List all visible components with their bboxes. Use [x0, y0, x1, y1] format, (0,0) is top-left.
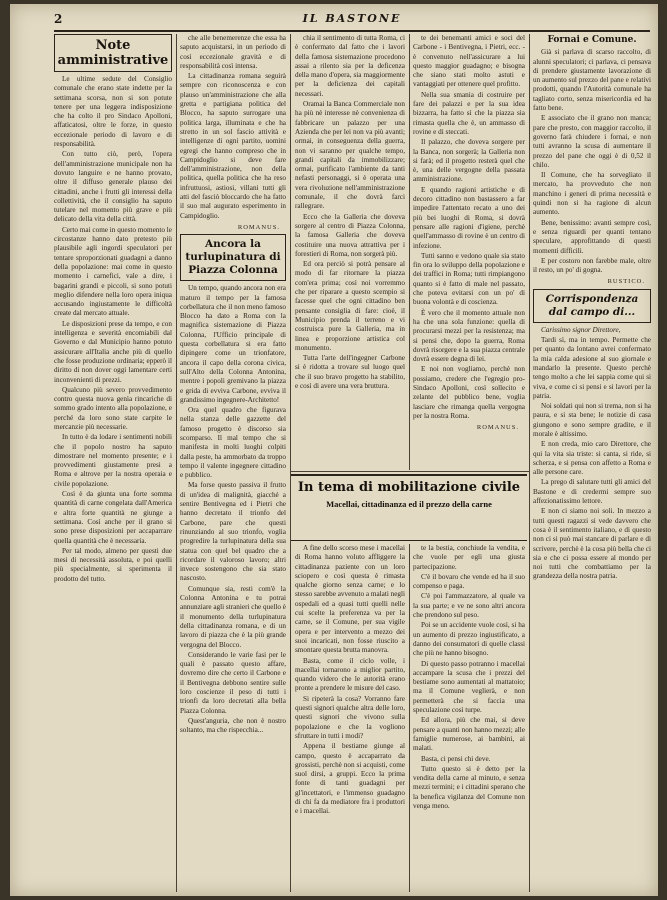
paragraph: Già si parlava di scarso raccolto, di alunni speculatori; ci parlava, ci pensava di prendere giustamente lavorazione di un aumento sul prezzo del pane e relativi prodotti, quando l'Autorità comunale ha tagliato corto, senza misericordia ed ha fatto bene.: [533, 48, 651, 113]
column-2: [180, 34, 286, 892]
paragraph: Appena il bestiame giunge al campo, questo è accaparrato da grossisti, perchè non si acquisti, come suol dirsi, a gruppi. Ecco la prima fonte di tanti guadagni per gl'incettatori, e l'immenso guadagno di chi fa da mediatore fra i produttori e i macellai.: [295, 742, 405, 816]
paragraph: Si ripeterà la cosa? Vorranno fare questi signori qualche altra delle loro, questi signori che vivono sulla popolazione e che la vogliono sfruttare in tutti i modi?: [295, 694, 405, 740]
paragraph: Con tutto ciò, però, l'opera dell'amministrazione municipale non ha dovuto languire e ne hanno provato, oltre il diffuso generale plauso dei cittadini, anche i frutti gli interessi della collettività, che il consiglio ha saputo tutelare nel momento più grave e più delicato della vita della città.: [54, 150, 172, 224]
paragraph: E associato che il grano non manca; pare che presto, con maggior raccolto, il governo farà chiudere i fornai, e non tutti avranno la scusa di aumentare il prezzo del pane che oggi è di 0,52 il chilo.: [533, 114, 651, 169]
paragraph: Così è da giunta una forte somma quantità di carne congelata dall'America e altra forte quantità ne giunge a settimana. Così anche per il grano si sono prese disposizioni per accaparrare quella quantità che è necessaria.: [54, 490, 172, 545]
column-rule: [290, 34, 291, 892]
paragraph: E non ci siamo noi soli. In mezzo a tutti questi ragazzi si vede davvero che cosa è il sentimento italiano, e di questo non ci si può mai stancare di parlare e di scrivere, perchè è la cosa più bella che ci sia e che ci possa essere al mondo per noi tutti che combattiamo per la grandezza della nostra patria.: [533, 507, 651, 581]
salutation: Carissimo signor Direttore,: [541, 325, 621, 334]
paragraph: Quest'anguria, che non è nostro soltanto, ma che rispecchia...: [180, 716, 286, 735]
paragraph: Il Comune, che ha sorvegliato il mercato, ha provveduto che non manchino i generi di prima necessità e quindi non si ha ragione di alcun aumento.: [533, 171, 651, 217]
paragraph: Ed ora perciò si potrà pensare al modo di far ritornare la piazza com'era prima; così noi vorremmo che per riparare a questo scempio si facesse quel che ogni cittadino ben pensante consiglia di fare: cioè, il Municipio prenda il terreno e vi costruisca pure la Galleria, ma in linea e proporzione artistica col monumento.: [295, 260, 405, 352]
paragraph: La prego di salutare tutti gli amici del Bastone e di credermi sempre suo affezionatissimo lettore.: [533, 478, 651, 506]
signature: ROMANUS.: [476, 424, 519, 432]
column-4: [413, 34, 525, 470]
signature: RUSTICO.: [607, 278, 645, 286]
paragraph: Le ultime sedute del Consiglio comunale che erano state indette per la settimana scorsa, non si son potute tenere per una leggera indisposizione che ha colto il pro Sindaco Apolloni, affaticatosi, oltre le forze, in questo eccezionale periodo di lavoro e di responsabilità.: [54, 75, 172, 149]
paragraph: Tardi sì, ma in tempo. Permette che per quanto da lontano avrei confermato la mia calda adesione al suo giornale e mandarlo la presente. Questo perchè tengo molto a che lei sappia come qui si viva, e come ci si pensi e si lavori per la patria.: [533, 336, 651, 400]
paragraph: chia il sentimento di tutta Roma, ci è confermato dal fatto che i lavori della famosa sistemazione procedono assai a rilento sia per la deficenza della mano d'opera, sia maggiormente per la deficienza dei capitali necessari.: [295, 34, 405, 98]
paragraph: Basta, ci pensi chi deve.: [421, 754, 491, 763]
paragraph: E per costoro non farebbe male, oltre il resto, un po' di gogna.: [533, 256, 651, 275]
column-rule: [176, 34, 177, 892]
paragraph: C'è il bovaro che vende ed ha il suo compenso e paga.: [413, 572, 525, 591]
paragraph: Tutta l'arte dell'ingegner Carbone si è ridotta a trovare sul luogo quel che il suo bravo progetto ha stabilito, e così di avere una vera bruttura.: [295, 354, 405, 390]
paragraph: Poi se un accidente vuole così, si ha un aumento di prezzo ingiustificato, a danno dei consumatori di quelle classi che più ne hanno bisogno.: [413, 621, 525, 658]
paragraph: Tutti sanno e vedono quale sia stato fin ora lo sviluppo della popolazione e dei traffici in Roma; tutti rimpiangono quanto si è fatto di male nel passato, che poteva evitarsi con un po' di buona volontà e di coscienza.: [413, 251, 525, 307]
paragraph: Ed allora, più che mai, si deve pensare a quanti non hanno mezzi; alle famiglie numerose, ai bambini, ai malati.: [413, 716, 525, 753]
paragraph: Qualcuno più severo provvedimento contro questa nuova genìa rincariche di sommo grado intento alla popolazione, e perché da loro sono state carpite le mercanzie più necessarie.: [54, 385, 172, 431]
column-rule: [529, 34, 530, 892]
signature: ROMANUS.: [237, 223, 280, 231]
column-mob-1: [295, 544, 405, 892]
paragraph: Comunque sia, resti com'è la Colonna Antonina e tu potrai annunziare agli stranieri che quello è il monumento della turlupinatura della cittadinanza romana, e di un lavoro di piazza che è la più grande vergogna del Blocco.: [180, 584, 286, 649]
banner-subtitle: Macellai, cittadinanza ed il prezzo della carne: [326, 499, 492, 509]
paragraph: te la bestia, conchiude la vendita, e che vuole per egli una giusta partecipazione.: [413, 544, 525, 571]
paragraph: In tutto è da lodare i sentimenti nobili che il popolo nostro ha saputo dimostrare nel momento presente; e i provvedimenti giustamente presi a Roma e altrove per la nostra operaia e civile popolazione.: [54, 433, 172, 488]
paragraph: C'è poi l'ammazzatore, al quale va la sua parte; e ve ne sono altri ancora che prendono sul peso.: [413, 592, 525, 620]
article-title-note-amministrative: Note amministrative: [54, 34, 172, 72]
paragraph: Le disposizioni prese da tempo, e con intelligenza e severità encomiabili dal Governo e dal Municipio hanno potuto assicurare all'Italia anche più di quello che fosse produzione ordinaria; epperò il diritto di non dover oggi lamentare certi inconvenienti di prezzi.: [54, 319, 172, 384]
page-number: 2: [54, 12, 63, 26]
article-title-fornai: Fornai e Comune.: [547, 35, 637, 45]
column-1: [54, 34, 172, 892]
paragraph: Il palazzo, che doveva sorgere per la Banca, non sorgerà; la Galleria non si farà; ed il progetto resterà quel che è, una delle vergogne della passata amministrazione.: [413, 138, 525, 184]
article-title-turlupinatura: Ancora la turlupinatura di Piazza Colonna: [180, 234, 286, 281]
article-title-corrispondenza: Corrispondenza dal campo di...: [533, 289, 651, 323]
paragraph: E noi non vogliamo, perchè non possiamo, credere che l'egregio pro-Sindaco Apolloni, così sollecito e zelante del pubblico bene, voglia lasciare che rimanga quella vergogna per la nostra Roma.: [413, 365, 525, 420]
paragraph: La cittadinanza romana seguirà sempre con riconoscenza e con plauso un'amministrazione che alla gretta e partigiana politica del Blocco, ha saputo surrogare una politica larga, illuminata e che ha stretto in un sol fascio attività e intelligenze di ogni partito, uomini egregi che hanno compreso che in Campidoglio si deve fare dell'amministrazione, non della politica, quella politica che ha reso infruttuosi, astiosi, villani tutti gli atti del fasciò bloccardo che ha fatto il suo mal augurato esperimento in Campidoglio.: [180, 72, 286, 220]
column-mob-2: [413, 544, 525, 892]
article-body-note-amministrative: [54, 75, 172, 584]
paragraph: A fine dello scorso mese i macellai di Roma hanno voluto affliggere la cittadinanza paziente con un loro sciopero e così questa è rimasta qualche giorno senza carne; e lo stesso sarebbe avvenuto a malati negli ospedali ed a quasi tutti quelli nelle cui scelte la preferenza va per la carne, se il Comune, per sua vigile opera e per intervento a mezzo dei suoi incaricati, non fosse riuscito a smontare questa brutta manovra.: [295, 544, 405, 655]
newspaper-page: [10, 4, 658, 896]
paragraph: Ora quel quadro che figurava nella stanza delle gazzette del famoso progetto è discorso sia scomparso. Il mal tempo che si manifesta in molti luoghi colpiti dalla peste, ha ammorbato da troppo tempo il valente ingegnere cittadino e pubblico.: [180, 406, 286, 480]
section-rule: [291, 471, 529, 472]
paragraph: Per tal modo, almeno per questi due mesi di necessità assoluta, e poi quelli più specialmente, si sperimenta il prodotto del tutto.: [54, 546, 172, 583]
paragraph: Di questo passo potranno i macellai accampare la scusa che i prezzi del bestiame sono aumentati al mattatoio; ma il Comune veglierà, e non permetterà che si faccia una speculazione così turpe.: [413, 659, 525, 715]
banner-title: In tema di mobilitazione civile: [297, 480, 521, 495]
paragraph: E non creda, mio caro Direttore, che qui la vita sia triste: si canta, si ride, si scherza, e si pensa con affetto a Roma e alle persone care.: [533, 440, 651, 477]
paragraph: Ma forse questo passiva il frutto di un'idea di malignità, giacché a sentire Bentivegna ed i Pietri che hanno decretato il trionfo del Carbone, pare che questi rinunziando al suo trionfo, voglia progredire la turlupinatura della sua statua con quel bel quadro che a ricordare il valoroso lavoro; altri invece sostengono che sia stato nascosto.: [180, 481, 286, 583]
paragraph: te dei benemanti amici e soci del Carbone - i Bentivegna, i Pietri, ecc. - è convenuto nell'assicurare a lui questo maggior guadagno; e bisogna che siano stati molto astuti e vantaggiati per ottenere quel profitto.: [413, 34, 525, 89]
paragraph: Bene, benissimo: avanti sempre così, e senza riguardi per quanti tentano speculare, approfittando di questi momenti difficili.: [533, 218, 651, 255]
paragraph: Certo mai come in questo momento le circostanze hanno dato pretesto più plausibile agli ingordi speculatori per tentare sproporzionati guadagni a danno della popolazione: mai come in questo momento i carnefici, vale a dire, i bagarini grandi e piccoli, si sono potuti meglio difendere nella loro opera iniqua accusando ingiustamente le difficoltà create dal mercato attuale.: [54, 225, 172, 318]
paragraph: Un tempo, quando ancora non era maturo il tempo per la famosa corbellatura che il non meno famoso Blocco ha dato a Roma con la magnifica sistemazione di Piazza Colonna, l'Ufficio principale di questa corbellatura si era fatto dipingere come un trionfatore, ancora il capo della corona civica, sull'Alto della Colonna Antonina, mentre i popoli gremivano la piazza e grida di evviva Carbone, evviva il grandissimo ingegnere-Architetto!: [180, 284, 286, 404]
column-5: [533, 34, 651, 892]
paragraph: Nella sua smania di costruire per fare dei palazzi e per la sua idea bizzarra, ha fatto sì che la piazza sia rimasta quella che è, un ammasso di rovine e di steccati.: [413, 90, 525, 136]
paragraph: È vero che il momento attuale non ha che una sola funzione: quella di procurarsi mezzi per la resistenza; ma si pensi che, dopo la guerra, Roma dovrà risorgere e la sua piazza centrale dovrà essere degna di lei.: [413, 308, 525, 364]
column-3: [295, 34, 405, 468]
paragraph: Considerando le varie fasi per le quali è passato questo affare, dovremo dire che certo il Carbone e il Bentivegna debbono sentire sulle loro coscienze il peso di tutti i trionfi da loro decretati alla bella Piazza Colonna.: [180, 650, 286, 715]
column-rule: [409, 34, 410, 470]
paragraph: Noi soldati qui non si trema, non si ha paura, e si sta bene; le notizie di casa giungono e sono sempre gradite, e il morale è altissimo.: [533, 402, 651, 438]
column-rule: [409, 544, 410, 892]
page-header: [54, 12, 650, 32]
banner-mobilitazione: [291, 474, 527, 541]
paragraph: Basta, come il ciclo volle, i macellai tornarono a miglior partito, quando videro che le autorità erano pronte a prendere le misure del caso.: [295, 656, 405, 693]
paragraph: Ecco che la Galleria che doveva sorgere al centro di Piazza Colonna, la famosa Galleria che doveva costituire una nuova attrattiva per i forestieri di Roma, non sorgerà più.: [295, 212, 405, 258]
masthead: IL BASTONE: [302, 12, 402, 25]
paragraph: Tutto questo si è detto per la vendita della carne al minuto, e senza mezzi termini; e i cittadini sperano che la benefica vigilanza del Comune non venga meno.: [413, 764, 525, 811]
paragraph: Oramai la Banca Commerciale non ha più nè interesse nè convenienza di fabbricare un palazzo per una Azienda che per lei non va più avanti; ormai, in conseguenza della guerra, non vi saranno per qualche tempo, grandi capitali da immobilizzare; ormai, purificato l'ambiente da tanti nefasti personaggi, si è operata una vera rivoluzione nell'amministrazione comunale, il che dovrà farci rallegrare.: [295, 100, 405, 211]
paragraph: E quando ragioni artistiche e di decoro cittadino non bastassero a far impedire l'attentato recato a uno dei più bei luoghi di Roma, si dovrà pensare alle ragioni d'igiene, perchè quell'ammasso di rovine è un centro di infezione.: [413, 185, 525, 250]
paragraph: che alle benemerenze che essa ha saputo acquistarsi, in un periodo di così eccezionale gravità e di responsabilità così intensa.: [180, 34, 286, 70]
